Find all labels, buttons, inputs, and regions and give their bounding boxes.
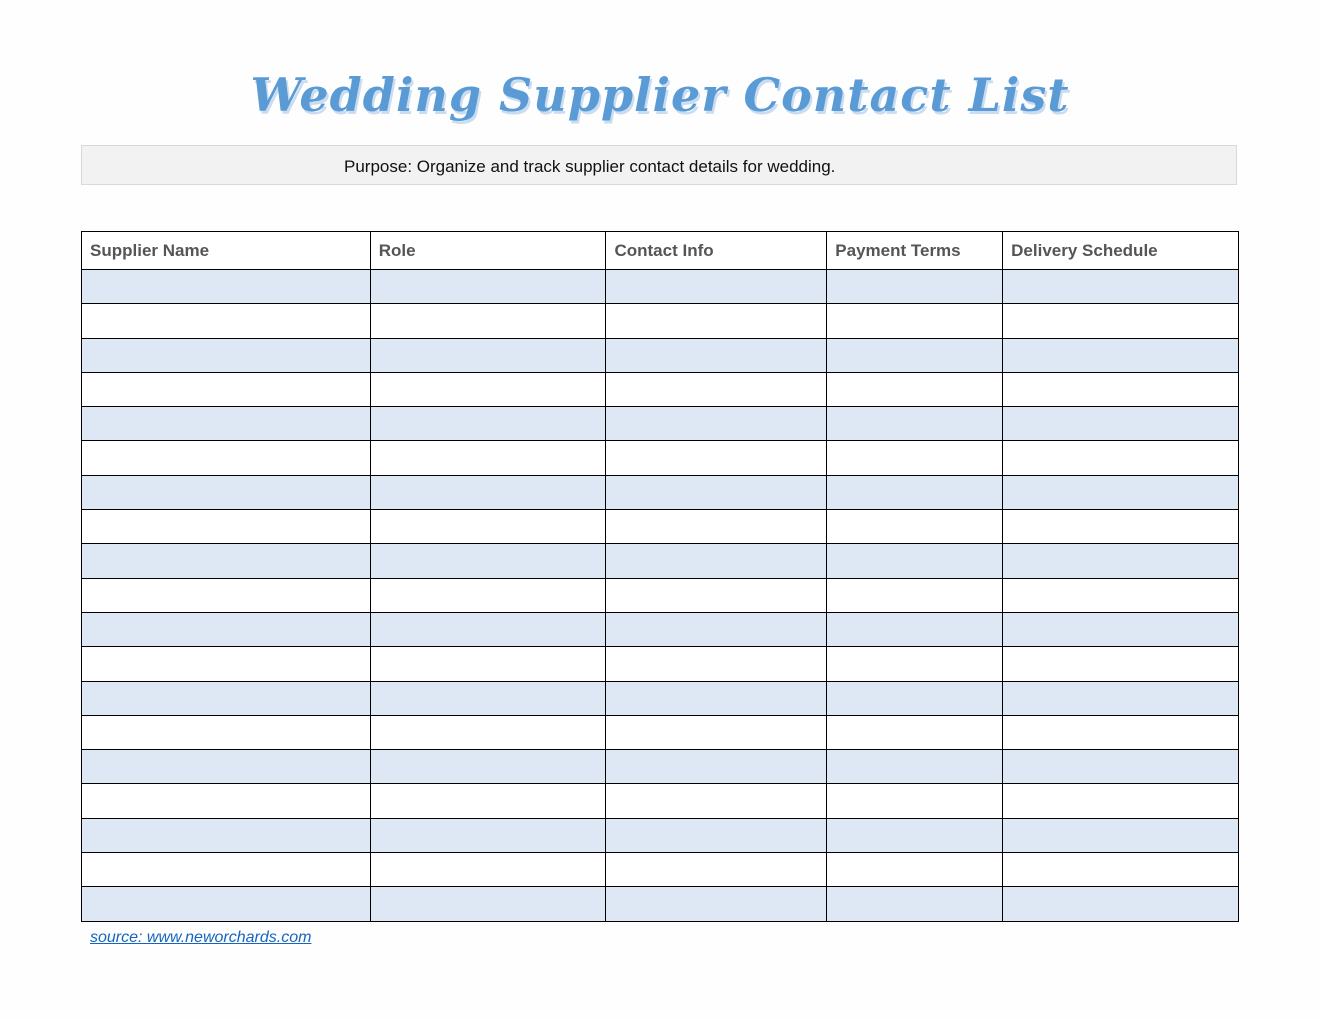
table-cell[interactable] — [827, 818, 1003, 852]
table-cell[interactable] — [82, 407, 371, 441]
table-cell[interactable] — [82, 681, 371, 715]
table-row — [82, 853, 1239, 887]
table-cell[interactable] — [1003, 510, 1239, 544]
table-cell[interactable] — [82, 544, 371, 578]
table-cell[interactable] — [606, 715, 827, 749]
table-cell[interactable] — [606, 475, 827, 509]
table-cell[interactable] — [370, 887, 606, 921]
table-cell[interactable] — [370, 578, 606, 612]
table-cell[interactable] — [827, 510, 1003, 544]
table-cell[interactable] — [827, 475, 1003, 509]
table-cell[interactable] — [370, 338, 606, 372]
table-cell[interactable] — [82, 475, 371, 509]
table-cell[interactable] — [606, 338, 827, 372]
table-cell[interactable] — [82, 372, 371, 406]
table-cell[interactable] — [370, 270, 606, 304]
table-cell[interactable] — [370, 715, 606, 749]
table-cell[interactable] — [606, 304, 827, 338]
table-cell[interactable] — [82, 647, 371, 681]
table-cell[interactable] — [827, 784, 1003, 818]
table-cell[interactable] — [82, 578, 371, 612]
table-row — [82, 475, 1239, 509]
table-cell[interactable] — [82, 612, 371, 646]
table-cell[interactable] — [827, 612, 1003, 646]
table-cell[interactable] — [370, 818, 606, 852]
table-cell[interactable] — [370, 647, 606, 681]
table-cell[interactable] — [82, 818, 371, 852]
table-row — [82, 750, 1239, 784]
table-cell[interactable] — [827, 578, 1003, 612]
table-cell[interactable] — [827, 304, 1003, 338]
table-cell[interactable] — [606, 647, 827, 681]
table-cell[interactable] — [1003, 681, 1239, 715]
table-row — [82, 510, 1239, 544]
header-contact-info: Contact Info — [606, 232, 827, 270]
table-cell[interactable] — [1003, 372, 1239, 406]
table-row — [82, 784, 1239, 818]
table-cell[interactable] — [827, 338, 1003, 372]
table-cell[interactable] — [1003, 647, 1239, 681]
table-row — [82, 407, 1239, 441]
page-title: Wedding Supplier Contact List — [250, 68, 1070, 122]
table-row — [82, 818, 1239, 852]
table-cell[interactable] — [827, 372, 1003, 406]
table-cell[interactable] — [1003, 304, 1239, 338]
table-cell[interactable] — [370, 681, 606, 715]
table-cell[interactable] — [827, 853, 1003, 887]
table-cell[interactable] — [827, 887, 1003, 921]
table-cell[interactable] — [82, 887, 371, 921]
table-cell[interactable] — [82, 715, 371, 749]
table-cell[interactable] — [606, 441, 827, 475]
table-cell[interactable] — [606, 270, 827, 304]
source-link[interactable]: source: www.neworchards.com — [90, 929, 312, 946]
table-cell[interactable] — [606, 544, 827, 578]
table-row — [82, 647, 1239, 681]
table-cell[interactable] — [827, 407, 1003, 441]
table-row — [82, 715, 1239, 749]
table-cell[interactable] — [82, 750, 371, 784]
table-cell[interactable] — [370, 510, 606, 544]
purpose-box — [81, 145, 1237, 185]
header-payment-terms: Payment Terms — [827, 232, 1003, 270]
table-cell[interactable] — [1003, 887, 1239, 921]
table-cell[interactable] — [82, 510, 371, 544]
table-cell[interactable] — [827, 270, 1003, 304]
header-role: Role — [370, 232, 606, 270]
table-cell[interactable] — [606, 510, 827, 544]
table-cell[interactable] — [606, 612, 827, 646]
table-row — [82, 578, 1239, 612]
table-row — [82, 270, 1239, 304]
header-supplier-name: Supplier Name — [82, 232, 371, 270]
table-cell[interactable] — [1003, 750, 1239, 784]
table-cell[interactable] — [82, 270, 371, 304]
table-cell[interactable] — [1003, 818, 1239, 852]
header-row — [82, 232, 1239, 270]
table-cell[interactable] — [370, 612, 606, 646]
table-cell[interactable] — [82, 853, 371, 887]
table-cell[interactable] — [827, 647, 1003, 681]
table-cell[interactable] — [1003, 578, 1239, 612]
table-cell[interactable] — [606, 681, 827, 715]
supplier-table — [81, 231, 1239, 922]
table-cell[interactable] — [606, 784, 827, 818]
table-cell[interactable] — [1003, 544, 1239, 578]
table-row — [82, 887, 1239, 921]
table-cell[interactable] — [606, 853, 827, 887]
table-cell[interactable] — [1003, 853, 1239, 887]
table-cell[interactable] — [82, 441, 371, 475]
table-cell[interactable] — [827, 681, 1003, 715]
table-cell[interactable] — [1003, 407, 1239, 441]
table-cell[interactable] — [827, 544, 1003, 578]
table-cell[interactable] — [827, 750, 1003, 784]
table-cell[interactable] — [370, 441, 606, 475]
table-cell[interactable] — [370, 750, 606, 784]
table-cell[interactable] — [606, 887, 827, 921]
table-cell[interactable] — [606, 750, 827, 784]
table-cell[interactable] — [370, 853, 606, 887]
table-row — [82, 544, 1239, 578]
table-cell[interactable] — [82, 304, 371, 338]
table-cell[interactable] — [827, 441, 1003, 475]
table-cell[interactable] — [370, 304, 606, 338]
table-row — [82, 612, 1239, 646]
table-cell[interactable] — [370, 372, 606, 406]
table-cell[interactable] — [1003, 612, 1239, 646]
table-cell[interactable] — [1003, 338, 1239, 372]
header-delivery-schedule: Delivery Schedule — [1003, 232, 1239, 270]
table-cell[interactable] — [370, 407, 606, 441]
table-row — [82, 441, 1239, 475]
table-cell[interactable] — [827, 715, 1003, 749]
purpose-text: Purpose: Organize and track supplier contact details for wedding. — [344, 157, 836, 176]
table-cell[interactable] — [82, 784, 371, 818]
table-cell[interactable] — [606, 818, 827, 852]
table-cell[interactable] — [370, 544, 606, 578]
table-cell[interactable] — [1003, 441, 1239, 475]
table-cell[interactable] — [1003, 784, 1239, 818]
table-row — [82, 338, 1239, 372]
table-cell[interactable] — [370, 784, 606, 818]
table-cell[interactable] — [1003, 715, 1239, 749]
table-cell[interactable] — [1003, 475, 1239, 509]
table-cell[interactable] — [370, 475, 606, 509]
table-cell[interactable] — [606, 407, 827, 441]
table-cell[interactable] — [606, 578, 827, 612]
table-row — [82, 681, 1239, 715]
table-row — [82, 304, 1239, 338]
table-cell[interactable] — [606, 372, 827, 406]
table-cell[interactable] — [1003, 270, 1239, 304]
table-row — [82, 372, 1239, 406]
table-cell[interactable] — [82, 338, 371, 372]
